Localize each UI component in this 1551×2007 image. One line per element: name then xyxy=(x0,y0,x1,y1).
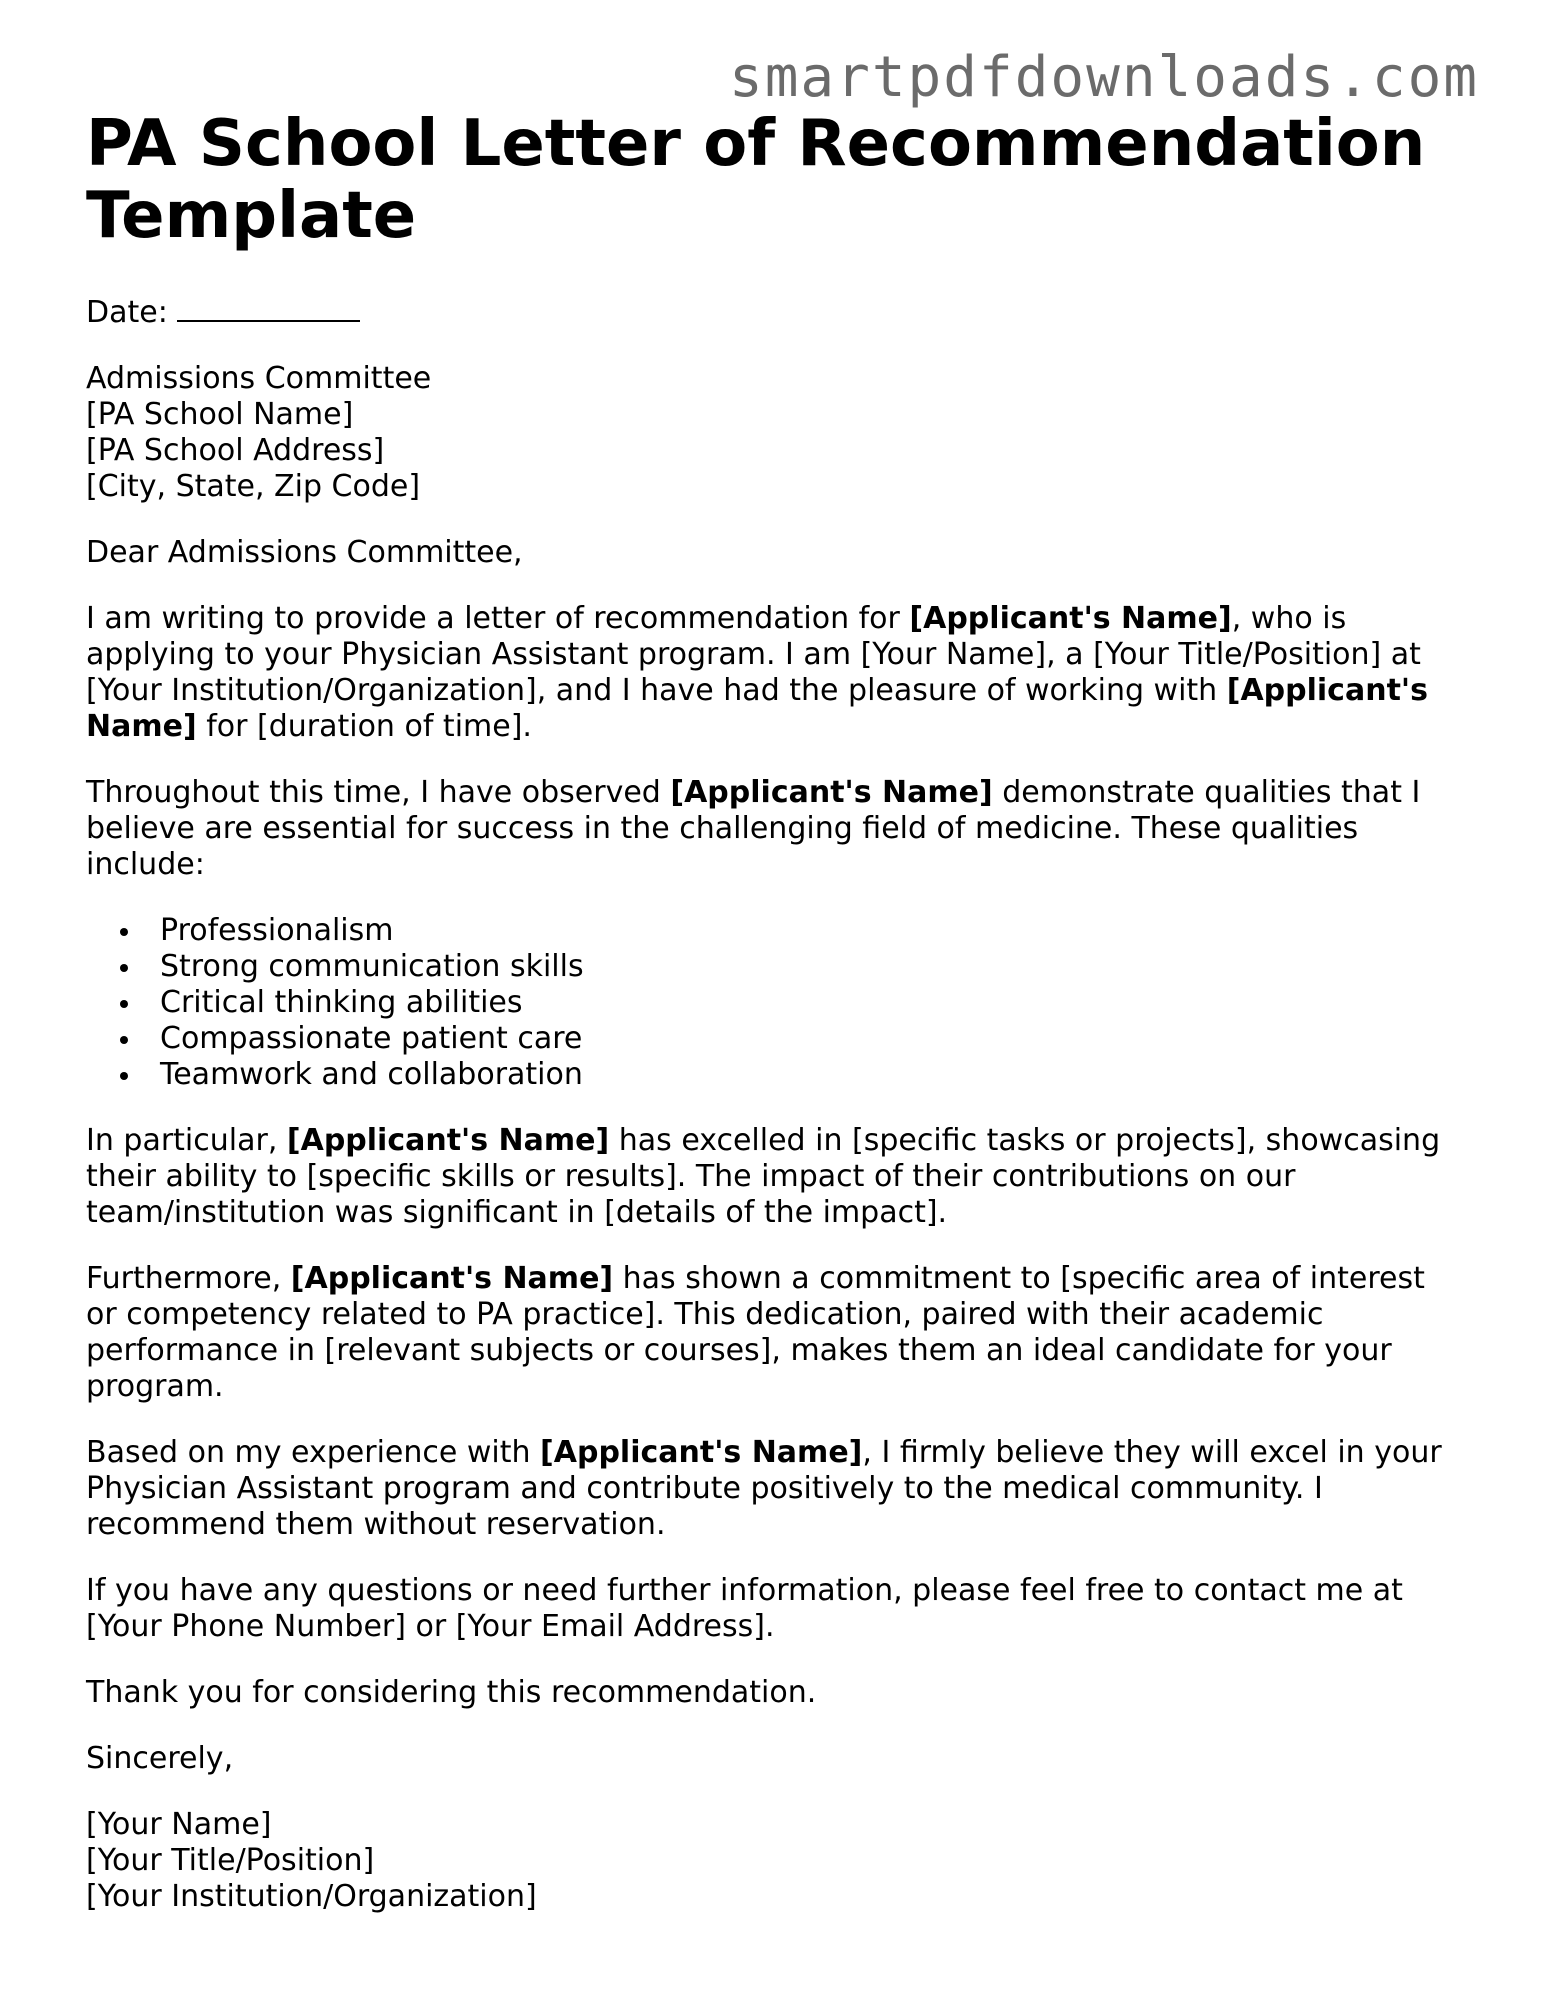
recipient-line: [PA School Name] xyxy=(86,397,354,432)
text-run: , who is applying to your Physician Assistant program. I am [Your Name], a [Your Title/Position] at [Your Institution/Organization], and I have had the pleasure of working with xyxy=(86,601,1421,708)
closing: Sincerely, xyxy=(86,1741,234,1776)
applicant-name: [Applicant's Name] xyxy=(909,601,1232,636)
list-item: Professionalism xyxy=(160,913,1456,949)
applicant-name: [Applicant's Name] xyxy=(670,775,993,810)
list-item: Compassionate patient care xyxy=(160,1021,1456,1057)
applicant-name: [Applicant's Name] xyxy=(540,1435,863,1470)
paragraph-commitment xyxy=(86,1261,1456,1405)
signature-block xyxy=(86,1807,1456,1915)
list-item: Teamwork and collaboration xyxy=(160,1057,1456,1093)
text-run: for [duration of time]. xyxy=(196,709,532,744)
text-run: has shown a commitment to [specific area of interest or competency related to PA practice]. This dedication, paired with their academic performance in [relevant subjects or courses], makes them an ideal candidate for your program. xyxy=(86,1261,1425,1404)
qualities-list xyxy=(86,913,1456,1093)
letter-page xyxy=(86,108,1456,1915)
text-run: I am writing to provide a letter of recommendation for xyxy=(86,601,910,636)
salutation: Dear Admissions Committee, xyxy=(86,535,523,570)
list-item: Critical thinking abilities xyxy=(160,985,1456,1021)
applicant-name: [Applicant's Name] xyxy=(86,673,1428,744)
applicant-name: [Applicant's Name] xyxy=(290,1261,614,1296)
signature-line: [Your Title/Position] xyxy=(86,1843,375,1878)
signature-line: [Your Name] xyxy=(86,1807,272,1842)
paragraph-contact: If you have any questions or need further information, please feel free to contact me at [Your Phone Number] or [Your Email Address]. xyxy=(86,1573,1403,1644)
page-title: PA School Letter of Recommendation Template xyxy=(86,107,1426,253)
watermark: smartpdfdownloads.com xyxy=(728,45,1479,110)
text-run: Throughout this time, I have observed xyxy=(86,775,671,810)
paragraph-thanks: Thank you for considering this recommendation. xyxy=(86,1675,817,1710)
text-run: Furthermore, xyxy=(86,1261,291,1296)
paragraph-excelled xyxy=(86,1123,1456,1231)
recipient-line: [City, State, Zip Code] xyxy=(86,469,421,504)
text-run: In particular, xyxy=(86,1123,287,1158)
list-item: Strong communication skills xyxy=(160,949,1456,985)
signature-line: [Your Institution/Organization] xyxy=(86,1879,537,1914)
paragraph-qualities xyxy=(86,775,1456,883)
recipient-line: [PA School Address] xyxy=(86,433,385,468)
date-blank xyxy=(177,294,360,322)
applicant-name: [Applicant's Name] xyxy=(286,1123,610,1158)
recipient-address xyxy=(86,361,1456,505)
date-label: Date: xyxy=(86,295,168,330)
text-run: , I firmly believe they will excel in your Physician Assistant program and contribute positively to the medical community. I recommend them without reservation. xyxy=(86,1435,1442,1542)
recipient-line: Admissions Committee xyxy=(86,361,432,396)
paragraph-endorsement xyxy=(86,1435,1456,1543)
text-run: has excelled in [specific tasks or projects], showcasing their ability to [specific skills or results]. The impact of their contributions on our team/institution was significant in [details of the impact]. xyxy=(86,1123,1441,1230)
paragraph-intro xyxy=(86,601,1456,745)
text-run: demonstrate qualities that I believe are essential for success in the challenging field of medicine. These qualities include: xyxy=(86,775,1421,882)
text-run: Based on my experience with xyxy=(86,1435,541,1470)
date-line xyxy=(86,294,1456,331)
